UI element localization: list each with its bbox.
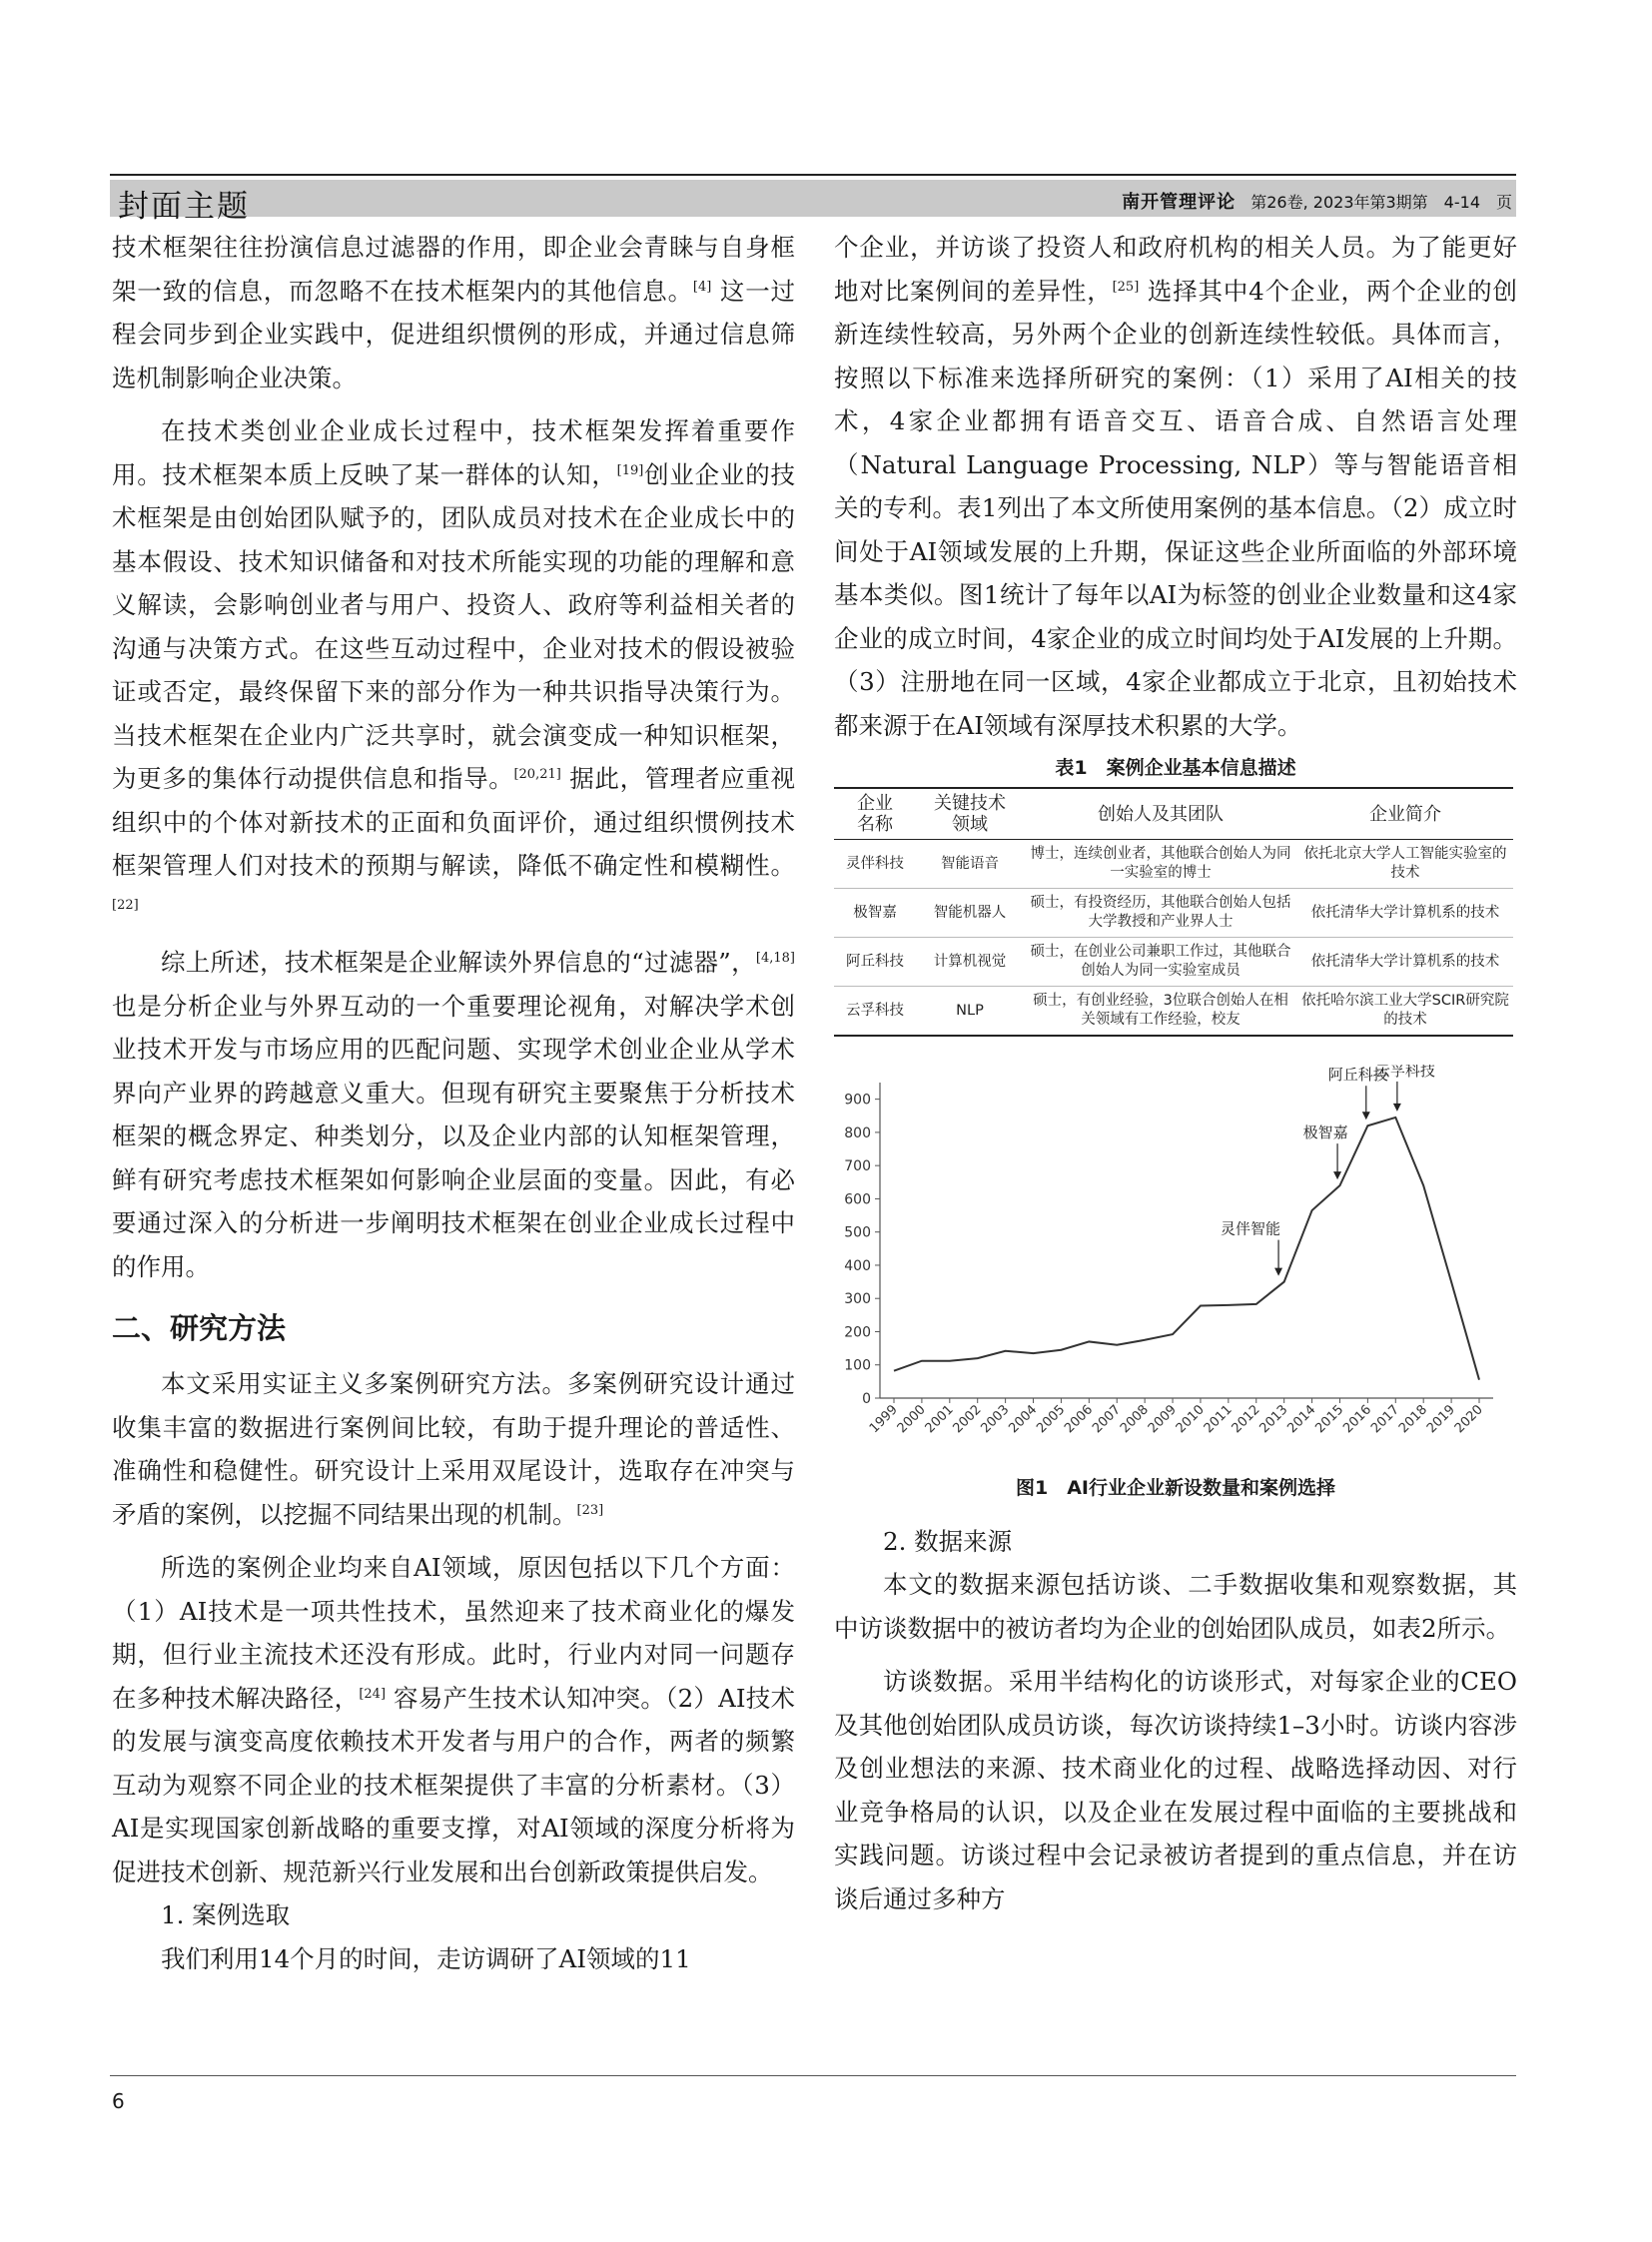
series-line	[894, 1118, 1479, 1380]
x-tick-label: 2011	[1201, 1402, 1236, 1437]
text: 选择其中4个企业，两个企业的创新连续性较高，另外两个企业的创新连续性较低。具体而言，按照以下标准来选择所研究的案例：（1）采用了AI相关的技术，4家企业都拥有语音交互、语音合成、自然语言处理（Natural Language Processing, NLP）等与智能语音相关的专利。表1列出了本文所使用案例的基本信息。（2）成立时间处于AI领域发展的上升期，保证这些企业所面临的外部环境基本类似。图1统计了每年以AI为标签的创业企业数量和这4家企业的成立时间，4家企业的成立时间均处于AI发展的上升期。（3）注册地在同一区域，4家企业都成立于北京，且初始技术都来源于在AI领域有深厚技术积累的大学。	[834, 276, 1518, 740]
x-tick-label: 2006	[1062, 1402, 1097, 1437]
x-tick-label: 2017	[1368, 1402, 1403, 1437]
citation: [20,21]	[513, 766, 561, 782]
line-chart	[834, 1065, 1513, 1456]
table-cell: 依托清华大学计算机系的技术	[1297, 938, 1513, 987]
section-title: 封面主题	[118, 189, 250, 225]
y-tick-label: 800	[844, 1124, 871, 1141]
x-tick-label: 2001	[922, 1402, 957, 1437]
text: 技术框架往往扮演信息过滤器的作用，即企业会青睐与自身框架一致的信息，而忽略不在技术框架内的其他信息。	[112, 233, 795, 306]
citation: [23]	[576, 1502, 604, 1518]
x-tick-label: 2020	[1451, 1402, 1486, 1437]
text: 容易产生技术认知冲突。（2）AI技术的发展与演变高度依赖技术开发者与用户的合作，两者的频繁互动为观察不同企业的技术框架提供了丰富的分析素材。（3）AI是实现国家创新战略的重要支撑，对AI领域的深度分析将为促进技术创新、规范新兴行业发展和出台创新政策提供启发。	[112, 1683, 796, 1886]
citation: [4]	[692, 279, 712, 295]
annotation-label: 极智嘉	[1302, 1123, 1348, 1142]
y-tick-label: 700	[844, 1158, 871, 1175]
figure	[834, 1065, 1517, 1470]
paragraph	[112, 226, 795, 399]
header-rule	[110, 174, 1516, 176]
journal-info	[1122, 188, 1512, 214]
table-cell: 博士，连续创业者，其他联合创始人为同一实验室的博士	[1024, 840, 1297, 889]
table-cell: 智能语音	[916, 840, 1024, 889]
y-tick-label: 0	[862, 1391, 871, 1407]
x-tick-label: 2003	[978, 1402, 1013, 1437]
paragraph	[112, 941, 795, 1288]
citation: [19]	[616, 462, 644, 478]
paragraph	[112, 1362, 795, 1536]
text: 综上所述，技术框架是企业解读外界信息的“过滤器”，	[161, 948, 756, 977]
annotation-label: 灵伴智能	[1221, 1219, 1281, 1238]
paragraph: 访谈数据。采用半结构化的访谈形式，对每家企业的CEO及其他创始团队成员访谈，每次访谈持续1–3小时。访谈内容涉及创业想法的来源、技术商业化的过程、战略选择动因、对行业竞争格局的认识，以及企业在发展过程中面临的主要挑战和实践问题。访谈过程中会记录被访者提到的重点信息，并在访谈后通过多种方	[834, 1667, 1517, 1913]
table-cell: 依托北京大学人工智能实验室的技术	[1297, 840, 1513, 889]
table-cell: 灵伴科技	[834, 840, 916, 889]
table-header-row	[834, 788, 1513, 840]
x-tick-label: 2008	[1117, 1402, 1152, 1437]
text: 也是分析企业与外界互动的一个重要理论视角，对解决学术创业技术开发与市场应用的匹配问题、实现学术创业企业从学术界向产业界的跨越意义重大。但现有研究主要聚焦于分析技术框架的概念界定、种类划分，以及企业内部的认知框架管理，鲜有研究考虑技术框架如何影响企业层面的变量。因此，有必要通过深入的分析进一步阐明技术框架在创业企业成长过程中的作用。	[112, 991, 795, 1281]
table-cell: 计算机视觉	[916, 938, 1024, 987]
figure-caption: 图1 AI行业企业新设数量和案例选择	[1016, 1476, 1335, 1499]
x-tick-label: 2002	[950, 1402, 985, 1437]
table-header: 关键技术 领域	[916, 788, 1024, 840]
annotation-arrowhead	[1333, 1171, 1341, 1179]
table-cell: 阿丘科技	[834, 938, 916, 987]
subsection-heading: 2. 数据来源	[883, 1526, 1013, 1556]
table-cell: 智能机器人	[916, 889, 1024, 938]
x-tick-label: 2000	[894, 1402, 929, 1437]
table-row	[834, 938, 1513, 987]
text: 个企业，并访谈了投资人和政府机构的相关人员。为了能更好地对比案例间的差异性，	[834, 233, 1517, 306]
text: 在技术类创业企业成长过程中，技术框架发挥着重要作用。技术框架本质上反映了某一群体的认知，	[112, 416, 795, 489]
paragraph	[112, 1546, 795, 1893]
table-header: 企业简介	[1297, 788, 1513, 840]
annotation-label: 云孚科技	[1374, 1065, 1435, 1080]
case-table	[834, 787, 1513, 1037]
text: 本文采用实证主义多案例研究方法。多案例研究设计通过收集丰富的数据进行案例间比较，有助于提升理论的普适性、准确性和稳健性。研究设计上采用双尾设计，选取存在冲突与矛盾的案例，以挖掘不同结果出现的机制。	[112, 1369, 795, 1529]
issue-info: 第26卷, 2023年第3期第 4-14 页	[1250, 193, 1512, 212]
annotation-arrowhead	[1393, 1104, 1401, 1112]
page-number: 6	[112, 2089, 125, 2113]
table-cell: 硕士，有投资经历，其他联合创始人包括大学教授和产业界人士	[1024, 889, 1297, 938]
citation: [24]	[359, 1686, 387, 1702]
annotation-arrowhead	[1274, 1268, 1282, 1276]
table-row	[834, 840, 1513, 889]
y-tick-label: 500	[844, 1224, 871, 1241]
table-cell: 极智嘉	[834, 889, 916, 938]
table-cell: 依托哈尔滨工业大学SCIR研究院的技术	[1297, 987, 1513, 1037]
right-column	[834, 226, 1517, 1920]
y-tick-label: 300	[844, 1291, 871, 1308]
x-tick-label: 2014	[1284, 1402, 1319, 1437]
x-tick-label: 2013	[1256, 1402, 1291, 1437]
paragraph: 本文的数据来源包括访谈、二手数据收集和观察数据，其中访谈数据中的被访者均为企业的创始团队成员，如表2所示。	[834, 1570, 1517, 1643]
text: 所选的案例企业均来自AI领域，原因包括以下几个方面：（1）AI技术是一项共性技术，虽然迎来了技术商业化的爆发期，但行业主流技术还没有形成。此时，行业内对同一问题存在多种技术解决路径，	[112, 1553, 795, 1713]
table-row	[834, 987, 1513, 1037]
y-tick-label: 100	[844, 1357, 871, 1374]
x-tick-label: 2010	[1173, 1402, 1208, 1437]
table-row	[834, 889, 1513, 938]
x-tick-label: 1999	[866, 1402, 901, 1437]
x-tick-label: 2009	[1145, 1402, 1180, 1437]
citation: [25]	[1112, 279, 1140, 295]
journal-name: 南开管理评论	[1122, 192, 1237, 213]
y-tick-label: 600	[844, 1191, 871, 1208]
table-cell: 硕士，有创业经验，3位联合创始人在相关领域有工作经验，校友	[1024, 987, 1297, 1037]
table-header: 创始人及其团队	[1024, 788, 1297, 840]
x-tick-label: 2004	[1006, 1402, 1041, 1437]
left-column	[112, 226, 795, 1980]
annotation-label: 阿丘科技	[1327, 1066, 1388, 1085]
paragraph	[834, 226, 1517, 747]
x-tick-label: 2015	[1312, 1402, 1347, 1437]
table-cell: NLP	[916, 987, 1024, 1037]
footer-rule	[110, 2075, 1516, 2076]
paragraph	[112, 409, 795, 931]
x-tick-label: 2007	[1090, 1402, 1125, 1437]
subsection-heading: 1. 案例选取	[161, 1900, 291, 1929]
table-cell: 依托清华大学计算机系的技术	[1297, 889, 1513, 938]
x-tick-label: 2018	[1396, 1402, 1431, 1437]
text: 创业企业的技术框架是由创始团队赋予的，团队成员对技术在企业成长中的基本假设、技术知识储备和对技术所能实现的功能的理解和意义解读，会影响创业者与用户、投资人、政府等利益相关者的沟通与决策方式。在这些互动过程中，企业对技术的假设被验证或否定，最终保留下来的部分作为一种共识指导决策行为。当技术框架在企业内广泛共享时，就会演变成一种知识框架，为更多的集体行动提供信息和指导。	[112, 459, 795, 793]
table-cell: 硕士，在创业公司兼职工作过，其他联合创始人为同一实验室成员	[1024, 938, 1297, 987]
x-tick-label: 2019	[1423, 1402, 1458, 1437]
text: 据此，管理者应重视组织中的个体对新技术的正面和负面评价，通过组织惯例技术框架管理人们对技术的预期与解读，降低不确定性和模糊性。	[112, 764, 795, 880]
y-tick-label: 200	[844, 1324, 871, 1341]
table-header: 企业 名称	[834, 788, 916, 840]
x-tick-label: 2016	[1340, 1402, 1375, 1437]
citation: [4,18]	[755, 950, 795, 966]
x-tick-label: 2005	[1034, 1402, 1069, 1437]
annotation-arrowhead	[1362, 1112, 1370, 1120]
x-tick-label: 2012	[1229, 1402, 1263, 1437]
y-tick-label: 900	[844, 1092, 871, 1109]
section-heading: 二、研究方法	[112, 1311, 287, 1345]
table-cell: 云孚科技	[834, 987, 916, 1037]
paragraph: 我们利用14个月的时间，走访调研了AI领域的11	[161, 1943, 691, 1973]
table-caption: 表1 案例企业基本信息描述	[1055, 757, 1296, 779]
citation: [22]	[112, 897, 139, 913]
y-tick-label: 400	[844, 1257, 871, 1274]
text: 这一过程会同步到企业实践中，促进组织惯例的形成，并通过信息筛选机制影响企业决策。	[112, 276, 795, 392]
